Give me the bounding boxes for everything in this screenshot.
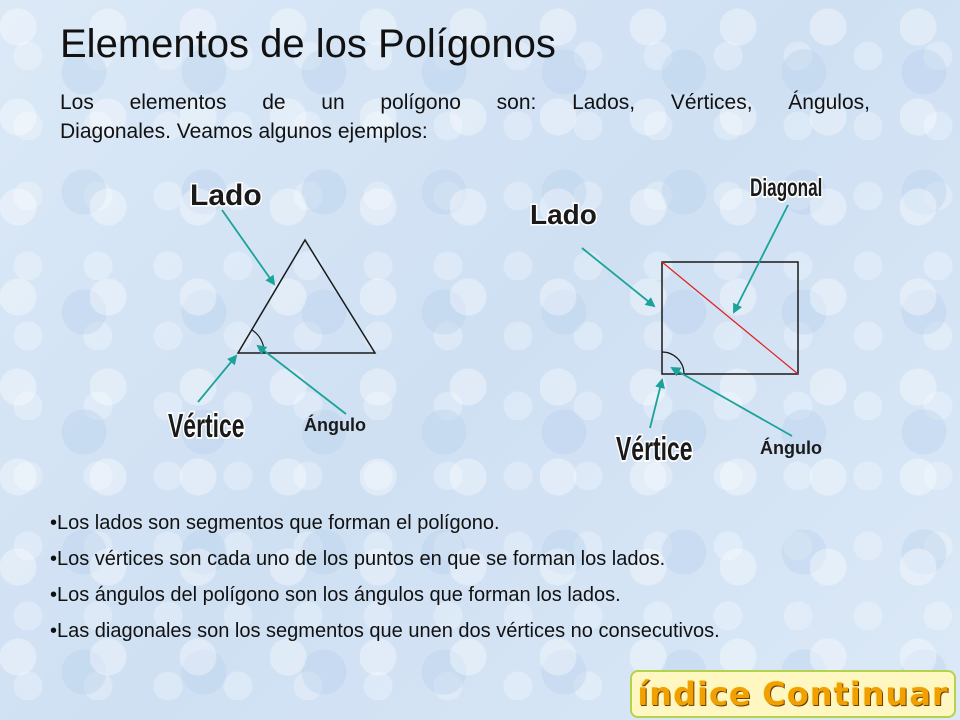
square-vertex-label: Vértice bbox=[616, 430, 693, 469]
index-button[interactable]: índice bbox=[637, 675, 752, 713]
list-item: •Los ángulos del polígono son los ángulos que forman los lados. bbox=[50, 584, 621, 606]
square-angle-arrow bbox=[672, 368, 792, 436]
triangle-angle-label: Ángulo bbox=[304, 415, 366, 435]
square-angle-arc bbox=[662, 352, 684, 374]
navigation-bar bbox=[630, 670, 956, 718]
triangle-diagram bbox=[168, 179, 375, 445]
triangle-side-label: Lado bbox=[190, 179, 262, 212]
list-item: •Los vértices son cada uno de los puntos en que se forman los lados. bbox=[50, 548, 666, 570]
square-vertex-arrow bbox=[650, 380, 662, 428]
square-diagonal-arrow bbox=[734, 205, 788, 312]
intro-line-1: Los elementos de un polígono son: Lados, Vértices, Ángulos, bbox=[60, 91, 870, 114]
list-item: •Las diagonales son los segmentos que unen dos vértices no consecutivos. bbox=[50, 620, 720, 642]
square-diagonal-label: Diagonal bbox=[750, 172, 823, 202]
square-diagonal bbox=[662, 262, 798, 374]
square-side-label: Lado bbox=[530, 199, 597, 230]
triangle-vertex-label: Vértice bbox=[168, 407, 245, 446]
intro-line-2: Diagonales. Veamos algunos ejemplos: bbox=[60, 120, 428, 143]
triangle-vertex-arrow bbox=[198, 356, 236, 402]
list-item: •Los lados son segmentos que forman el polígono. bbox=[50, 512, 500, 534]
page-title: Elementos de los Polígonos bbox=[60, 22, 556, 66]
square-side-arrow bbox=[582, 248, 654, 306]
triangle-side-arrow bbox=[222, 210, 274, 284]
continue-button[interactable]: Continuar bbox=[762, 675, 949, 713]
triangle-angle-arrow bbox=[258, 346, 346, 414]
definitions-list bbox=[50, 510, 872, 654]
square-diagram bbox=[530, 173, 822, 469]
square-angle-label: Ángulo bbox=[760, 438, 822, 458]
